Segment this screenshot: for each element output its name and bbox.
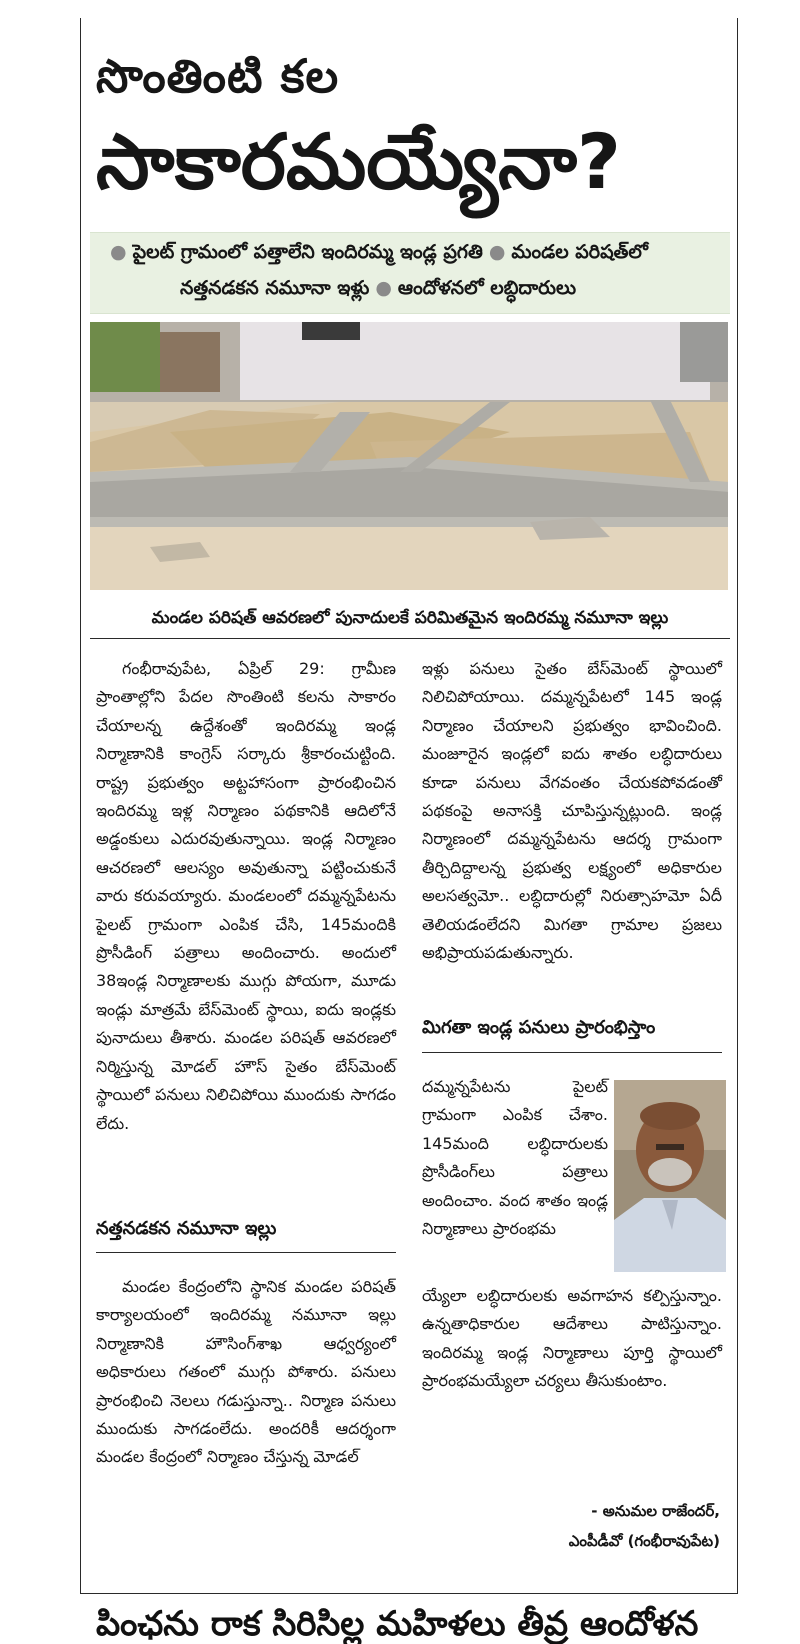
article-right-body1 [422,655,722,967]
left-subheading-rule [96,1252,396,1253]
signature-role: ఎంపీడీవో (గంభీరావుపేట) [568,1532,720,1550]
subhead-1b: మండల పరిషత్‌లో [511,241,648,263]
quote-part-1 [422,1073,608,1243]
photo-caption: మండల పరిషత్ ఆవరణలో పునాదులకే పరిమితమైన ఇందిరమ్మ నమూనా ఇల్లు [151,608,669,628]
bullet-icon: ● [110,241,127,263]
headline-kicker: సొంతింటి కల [96,49,340,103]
right-subheading: మిగతా ఇండ్ల పనులు ప్రారంభిస్తాం [422,1017,656,1038]
official-portrait [614,1080,726,1272]
article-left-intro [96,655,396,1138]
next-article-fragment: పింఛను రాక సిరిసిల్ల మహిళలు తీవ్ర ఆందోళన [96,1604,699,1644]
signature-name: - అనుమల రాజేందర్, [591,1502,720,1520]
quote-part-1-text: దమ్మన్నపేటను పైలట్ గ్రామంగా ఎంపిక చేశాం. 145మంది లబ్ధిదారులకు ప్రొసీడింగ్‌లు పత్రాలు అందించాం. వంద శాతం ఇండ్ల నిర్మాణాలు ప్రారంభమ [422,1077,608,1239]
left-subheading: నత్తనడకన నమూనా ఇల్లు [96,1218,277,1239]
quote-part-2 [422,1282,722,1396]
bullet-icon: ● [375,277,392,299]
article-left-body2 [96,1273,396,1472]
subhead-2b: ఆందోళనలో లబ్ధిదారులు [397,277,577,299]
construction-photo [90,322,728,590]
subhead-line-1 [104,241,648,268]
subhead-2a: నత్తనడకన నమూనా ఇళ్లు [180,277,370,299]
article-frame-bottom [80,1593,738,1594]
right-body1-paragraph: ఇళ్లు పనులు సైతం బేస్‌మెంట్ స్థాయిలో నిలిచిపోయాయి. దమ్మన్నపేటలో 145 ఇండ్ల నిర్మాణం చేయాలని ప్రభుత్వం భావించింది. మంజూరైన ఇండ్లలో ఐదు శాతం లబ్ధిదారులు కూడా పనులు వేగవంతం చేయకపోవడంతో పథకంపై అనాసక్తి చూపిస్తున్నట్లుంది. ఇండ్ల నిర్మాణంలో దమ్మన్నపేటను ఆదర్శ గ్రామంగా తీర్చిదిద్దాలన్న ప్రభుత్వ లక్ష్యంలో అధికారుల అలసత్వమో.. లబ్ధిదారుల్లో నిరుత్సాహమో ఏదీ తెలియడంలేదని మిగతా గ్రామాల ప్రజలు అభిప్రాయపడుతున్నారు. [422,659,722,963]
caption-rule [90,638,730,639]
headline-main: సాకారమయ్యేనా? [96,117,622,206]
subhead-1a: పైలట్ గ్రామంలో పత్తాలేని ఇందిరమ్మ ఇండ్ల ప్రగతి [132,241,483,263]
quote-part-2-text: య్యేలా లబ్ధిదారులకు అవగాహన కల్పిస్తున్నాం. ఉన్నతాధికారుల ఆదేశాలు పాటిస్తున్నాం. ఇందిరమ్మ ఇండ్ల నిర్మాణాలు పూర్తి స్థాయిలో ప్రారంభమయ్యేలా చర్యలు తీసుకుంటాం. [422,1286,722,1391]
subhead-line-2 [180,277,576,304]
left-intro-paragraph: గంభీరావుపేట, ఏప్రిల్ 29: గ్రామీణ ప్రాంతాల్లోని పేదల సొంతింటి కలను సాకారం చేయాలన్న ఉద్దేశంతో ఇందిరమ్మ ఇండ్ల నిర్మాణానికి కాంగ్రెస్ సర్కారు శ్రీకారంచుట్టింది. రాష్ట్ర ప్రభుత్వం అట్టహాసంగా ప్రారంభించిన ఇందిరమ్మ ఇళ్ల నిర్మాణం పథకానికి ఆదిలోనే అడ్డంకులు ఎదురవుతున్నాయి. ఇండ్ల నిర్మాణం ఆచరణలో ఆలస్యం అవుతున్నా పట్టించుకునే వారు కరువయ్యారు. మండలంలో దమ్మన్నపేటను పైలట్ గ్రామంగా ఎంపిక చేసి, 145మందికి ప్రొసీడింగ్ పత్రాలు అందించారు. అందులో 38ఇండ్ల నిర్మాణాలకు ముగ్గు పోయగా, మూడు ఇండ్లు మాత్రమే బేస్‌మెంట్ స్థాయి, ఐదు ఇండ్లకు పునాదులు తీశారు. మండల పరిషత్ ఆవరణలో నిర్మిస్తున్న మోడల్ హౌస్ సైతం బేస్‌మెంట్ స్థాయిలో పనులు నిలిచిపోయి ముందుకు సాగడం లేదు. [96,659,396,1133]
left-body2-paragraph: మండల కేంద్రంలోని స్థానిక మండల పరిషత్ కార్యాలయంలో ఇందిరమ్మ నమూనా ఇల్లు నిర్మాణానికి హౌసింగ్‌శాఖ ఆధ్వర్యంలో అధికారులు గతంలో ముగ్గు పోశారు. పనులు ప్రారంభించి నెలలు గడుస్తున్నా.. నిర్మాణ పనులు ముందుకు సాగడంలేదు. అందరికీ ఆదర్శంగా మండల కేంద్రంలో నిర్మాణం చేస్తున్న మోడల్ [96,1277,396,1467]
bullet-icon: ● [488,241,506,263]
right-subheading-rule [422,1052,722,1053]
subheads-box [90,232,730,314]
